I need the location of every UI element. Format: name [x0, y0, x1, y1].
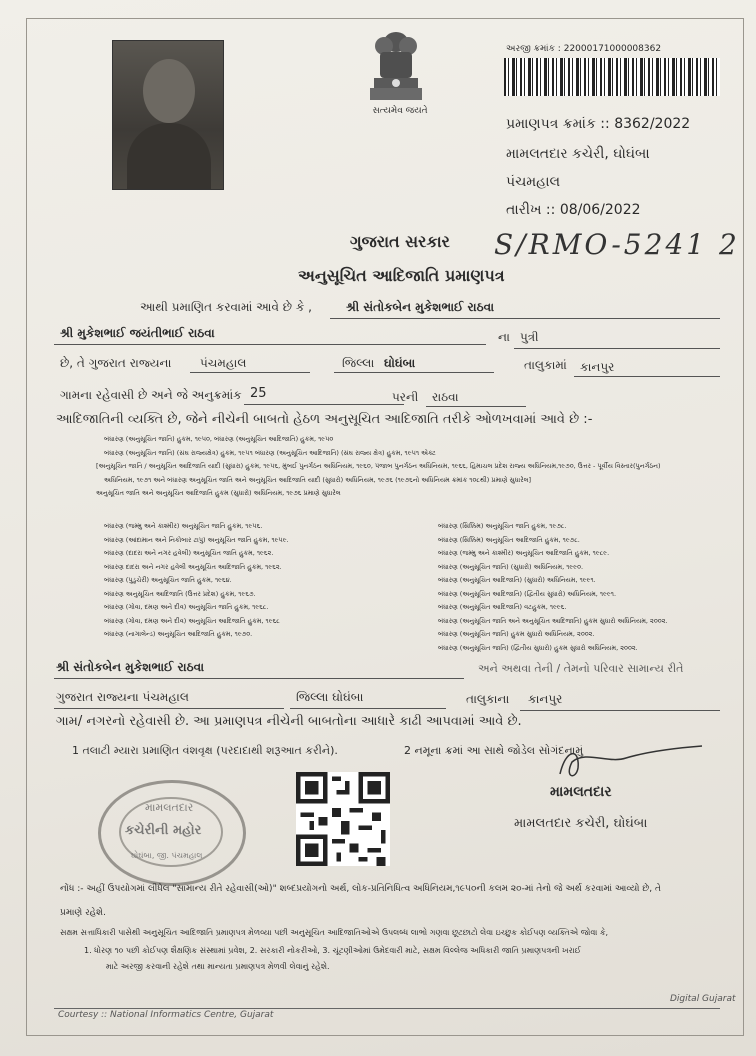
cert-no-value: 8362/2022 [614, 116, 691, 132]
order-right-item: બંધારણ (સિક્કિમ) અનુસૂચિત જાતિ હુકમ, ૧૯૭૮. [438, 522, 567, 530]
order-right-item: બંધારણ (અનુસૂચિત આદિજાતિ) (દ્વિતીય સુધારો) અધિનિયમ, ૧૯૯૧. [438, 589, 617, 598]
serial-label: અરજી ક્રમાંક : [506, 44, 561, 54]
certify-text: આથી પ્રમાણિત કરવામાં આવે છે કે , [140, 300, 312, 314]
application-serial-label [506, 44, 661, 54]
seal-line-2: કચેરીની મહોર [125, 823, 202, 838]
footer-rule [54, 1008, 720, 1009]
photo-body [127, 123, 211, 189]
qr-code [296, 772, 390, 866]
office-line: મામલતદાર કચેરી, ઘોઘંબા [506, 146, 650, 162]
signatory-title: મામલતદાર [550, 784, 612, 800]
taluka-label-2: તાલુકાના [466, 692, 510, 706]
note-4: માટે અરજી કરવાની રહેશે તથા માન્યતા પ્રમાણપત્ર મેળવી લેવાનું રહેશે. [106, 962, 330, 971]
order-left-item: બંધારણ (નાગાલેન્ડ) અનુસૂચિત આદિજાતિ હુકમ, ૧૯૭૦. [104, 630, 253, 638]
date-value: 08/06/2022 [559, 202, 641, 218]
order-left-item: બંધારણ દાદરા અને નગર હવેલી અનુસૂચિત આદિજાતિ હુકમ, ૧૯૬૨. [104, 562, 282, 571]
family-text: અને અથવા તેની / તેમનો પરિવાર સામાન્ય રીતે [478, 662, 684, 675]
order-right-item: બંધારણ (અનુસૂચિત આદિજાતિ) વટહુકમ, ૧૯૯૬. [438, 603, 567, 611]
taluka-name: ઘોઘંબા [384, 356, 416, 370]
relation-prefix: ના [498, 330, 510, 344]
order-left-item: બંધારણ (જમ્મુ અને કાશ્મીર) અનુસૂચિત જાતિ હુકમ, ૧૯૫૬. [104, 522, 263, 530]
basis-2: 2 નમૂના ક્રમાં આ સાથે જોડેલ સોગંદનામું [404, 744, 584, 757]
digital-gujarat-brand: Digital Gujarat [670, 994, 736, 1004]
order-left-item: બંધારણ (ગોવા, દમણ અને દીવ) અનુસૂચિત આદિજાતિ હુકમ, ૧૯૬૮ [104, 616, 280, 625]
order-line: [અનુસૂચિત જાતિ / અનુસૂચિત આદિજાતિ યાદી (સુધારા) હુકમ, ૧૯૫૬, મુંબઈ પુનર્ગઠન અધિનિયમ, ૧૯૬૦, પંજાબ પુનર્ગઠન અધિનિયમ, ૧૯૬૬, હિમાચલ પ્રદેશ રાજ્ય અધિનિયમ,૧૯૭૦, ઉત્તર - પૂર્વીય વિસ્તાર(પુનર્ગઠન) [96, 462, 661, 470]
national-emblem-icon [360, 26, 432, 116]
resident-text: ગામના રહેવાસી છે અને જે અનુક્રમાંક [60, 388, 242, 402]
seal-line-1: મામલતદાર [145, 801, 194, 814]
signature [556, 744, 706, 788]
village-value: કાનપુર [580, 360, 615, 374]
orders-block-small [96, 433, 661, 501]
order-line: બંધારણ (અનુસૂચિત જાતિ) હુકમ, ૧૯૫૦, બંધારણ (અનુસૂચિત આદિજાતિ) હુકમ, ૧૯૫૦ [104, 435, 334, 443]
photo-face [143, 59, 195, 123]
order-left-item: બંધારણ (ગોવા, દમણ અને દીવ) અનુસૂચિત જાતિ હુકમ, ૧૯૬૮. [104, 603, 269, 611]
district-line: પંચમહાલ [506, 174, 561, 190]
tribe-value: રાઠવા [432, 390, 459, 404]
state-text: છે, તે ગુજરાત રાજ્યના [60, 356, 172, 370]
order-right-item: બંધારણ (સિક્કિમ) અનુસૂચિત આદિજાતિ હુકમ, ૧૯૭૮. [438, 535, 580, 544]
emblem-motto: સત્યમેવ જયતે [372, 106, 428, 116]
serial-number: 22000171000008362 [563, 44, 662, 54]
order-left-item: બંધારણ (આંદામાન અને નિકોબાર ટાપુ) અનુસૂચિત જાતિ હુકમ, ૧૯૫૯. [104, 535, 289, 544]
certificate-title: અનુસૂચિત આદિજાતિ પ્રમાણપત્ર [298, 266, 505, 285]
state-line-2: ગુજરાત રાજ્યના પંચમહાલ [56, 690, 189, 704]
orders-list-left [104, 520, 289, 642]
tribe-prefix: પરની [392, 390, 419, 404]
applicant-photo [112, 40, 224, 190]
taluka-label: તાલુકામાં [524, 358, 567, 372]
father-name: શ્રી મુકેશભાઈ જયંતીભાઈ રાઠવા [60, 326, 215, 340]
government-title: ગુજરાત સરકાર [350, 232, 450, 251]
district-label: જિલ્લા [342, 356, 375, 370]
applicant-name: શ્રી સંતોકબેન મુકેશભાઈ રાઠવા [346, 300, 495, 314]
note-2: સક્ષમ સત્તાધિકારી પાસેથી અનુસૂચિત આદિજાતિ પ્રમાણપત્ર મેળવ્યા પછી અનુસૂચિત આદિજાતિઓએ ઉપલબ્ધ લાભો ગણવા છૂટછાટો લેવા ઇચ્છુક કોઈપણ વ્યક્તિએ જોવા કે, [60, 928, 609, 937]
order-right-item: બંધારણ (અનુસૂચિત જાતિ અને અનુસૂચિત આદિજાતિ) હુકમ સુધારો અધિનિયમ, ૨૦૦૨. [438, 616, 668, 625]
date-row [506, 202, 641, 218]
basis-1: 1 તલાટી મ્યારા પ્રમાણિત વંશવૃક્ષ (પરદાદાથી શરૂઆત કરીને). [72, 744, 338, 757]
order-right-item: બંધારણ (અનુસૂચિત આદિજાતિ) (સુધારો) અધિનિયમ, ૧૯૯૧. [438, 576, 596, 584]
order-left-item: બંધારણ (પુડુચેરી) અનુસૂચિત જાતિ હુકમ, ૧૯૬૪. [104, 576, 232, 584]
order-right-item: બંધારણ (જમ્મુ અને કાશ્મીર) અનુસૂચિત આદિજાતિ હુકમ, ૧૯૮૯. [438, 549, 610, 557]
district-line-2: જિલ્લા ઘોઘંબા [296, 690, 364, 704]
note-1: નોંધ :- અહીં ઉપયોગમાં લીધેલ "સામાન્ય રીતે રહેવાસી(ઓ)" શબ્દપ્રયોગનો અર્થ, લોક-પ્રતિનિધિત્વ અધિનિયમ,૧૯૫૦ની કલમ ૨૦-માં તેનો જે અર્થ કરવામાં આવ્યો છે, તે [60, 884, 661, 894]
courtesy-text: Courtesy :: National Informatics Centre, Gujarat [58, 1010, 274, 1020]
certificate-number-row [506, 116, 690, 132]
note-1b: પ્રમાણે રહેશે. [60, 908, 106, 918]
district-value: પંચમહાલ [200, 356, 247, 370]
village-line: ગામ/ નગરનો રહેવાસી છે. આ પ્રમાણપત્ર નીચેની બાબતોના આધારે કાઢી આપવામાં આવે છે. [56, 714, 522, 729]
barcode [504, 58, 720, 96]
order-right-item: બંધારણ (અનુસૂચિત જાતિ) હુકમ સુધારો અધિનિયમ, ૨૦૦૨. [438, 630, 595, 638]
order-line: બંધારણ (અનુસૂચિત જાતિ) (સંઘ રાજ્યક્ષેત્ર) હુકમ, ૧૯૫૧ બંધારણ (અનુસૂચિત આદિજાતિ) (સંઘ રાજ્ય ક્ષેત્ર) હુકમ, ૧૯૫૧ એક્ટ [104, 448, 436, 457]
taluka-value-2: કાનપુર [528, 692, 563, 706]
orders-list-right [438, 520, 668, 655]
order-line: અધિનિયમ, ૧૯૭૧ અને બંધારણ અનુસૂચિત જાતિ અને અનુસૂચિત આદિજાતિ યાદી (સુધારો) અધિનિયમ, ૧૯૭૬ (૧૯૭૬નો અધિનિયમ ક્રમાંક ૧૦૮થી) પ્રમાણે સુધારેલ] [104, 475, 532, 484]
person-name-2: શ્રી સંતોકબેન મુકેશભાઈ રાઠવા [56, 660, 205, 674]
office-seal [98, 780, 246, 886]
order-right-item: બંધારણ (અનુસૂચિત જાતિ) (સુધારો) અધિનિયમ, ૧૯૯૦. [438, 562, 584, 571]
serial-value: 25 [250, 386, 267, 401]
cert-no-label: પ્રમાણપત્ર ક્રમાંક :: [506, 116, 610, 132]
order-line: અનુસૂચિત જાતિ અને અનુસૂચિત આદિજાતિ હુકમ (સુધારો) અધિનિયમ, ૧૯૭૬ પ્રમાણે સુધારેલ [96, 489, 341, 497]
order-right-item: બંધારણ (અનુસૂચિત જાતિ) (દ્વિતીય સુધારો) હુકમ સુધારો અધિનિયમ, ૨૦૦૨. [438, 643, 638, 652]
signatory-office: મામલતદાર કચેરી, ઘોઘંબા [514, 816, 648, 831]
date-label: તારીખ :: [506, 202, 556, 218]
order-left-item: બંધારણ અનુસૂચિત આદિજાતિ (ઉત્તર પ્રદેશ) હુકમ, ૧૯૬૭. [104, 589, 256, 598]
note-3: 1. ધોરણ ૧૦ પછી કોઈપણ શૈક્ષણિક સંસ્થામાં પ્રવેશ, 2. સરકારી નોકરીઓ, 3. ચૂંટણીઓમાં ઉમેદવારી માટે, સક્ષમ વિલ્લેજ અધિકારી જાતિ પ્રમાણપત્રની ખરાઈ [84, 946, 581, 955]
relation: પુત્રી [520, 330, 539, 344]
seal-line-3: ઘોઘંબા, જી. પંચમહાલ [131, 851, 203, 860]
recognized-text: આદિજાતિની વ્યક્તિ છે, જેને નીચેની બાબતો હેઠળ અનુસૂચિત આદિજાતિ તરીકે ઓળખવામાં આવે છે :- [56, 412, 593, 427]
order-left-item: બંધારણ (દાદરા અને નગર હવેલી) અનુસૂચિત જાતિ હુકમ, ૧૯૬૨. [104, 549, 274, 557]
handwritten-reference: S/RMO-5241 2 [494, 228, 740, 261]
